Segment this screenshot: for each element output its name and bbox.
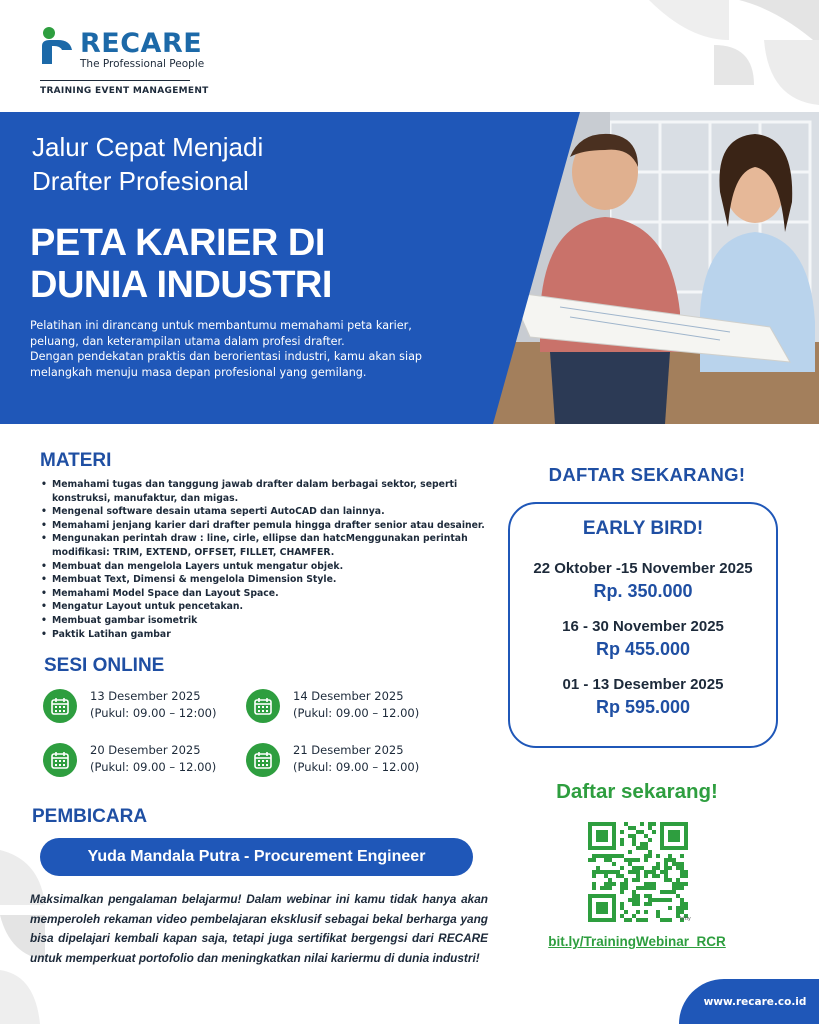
- price-tier: [510, 618, 776, 660]
- materi-item: • Membuat Text, Dimensi & mengelola Dimension Style.: [40, 573, 500, 587]
- pembicara-heading: PEMBICARA: [32, 806, 148, 827]
- register-cta-heading: Daftar sekarang!: [556, 780, 718, 803]
- decorative-shapes-top-right: [619, 0, 819, 110]
- price-tier: [510, 560, 776, 602]
- pricing-box: [508, 502, 778, 748]
- session-item: [43, 743, 243, 779]
- session-date: 13 Desember 2025: [90, 689, 201, 703]
- hero-description-paragraph-2: Dengan pendekatan praktis dan berorientasi industri, kamu akan siap melangkah menuju masa depan profesional yang gemilang.: [30, 350, 423, 379]
- materi-item: • Mengenal software desain utama seperti AutoCAD dan lainnya.: [40, 505, 500, 519]
- recare-logo-icon: [40, 26, 74, 66]
- materi-item: • Memahami Model Space dan Layout Space.: [40, 587, 500, 601]
- hero-title-line-1: PETA KARIER DI: [30, 222, 325, 264]
- materi-item: • Memahami jenjang karier dari drafter pemula hingga drafter senior atau desainer.: [40, 519, 500, 533]
- registration-link[interactable]: bit.ly/TrainingWebinar_RCR: [548, 934, 726, 949]
- brand-tagline: The Professional People: [80, 58, 205, 70]
- price-tier-period: 01 - 13 Desember 2025: [562, 676, 724, 693]
- register-heading: DAFTAR SEKARANG!: [548, 464, 746, 485]
- price-tier-amount: Rp. 350.000: [593, 581, 693, 601]
- price-tier-amount: Rp 455.000: [595, 639, 691, 659]
- session-time: (Pukul: 09.00 – 12:00): [90, 706, 217, 720]
- qr-label: bitly: [680, 916, 691, 922]
- hero-subtitle-line-1: Jalur Cepat Menjadi: [32, 132, 264, 162]
- calendar-icon: [246, 743, 280, 777]
- brand-logo: [40, 24, 209, 96]
- calendar-icon: [246, 689, 280, 723]
- materi-item: • Mengatur Layout untuk pencetakan.: [40, 600, 500, 614]
- calendar-icon: [43, 743, 77, 777]
- sesi-online-heading: SESI ONLINE: [44, 655, 165, 676]
- price-tier-period: 16 - 30 November 2025: [562, 618, 724, 635]
- price-tier-period: 22 Oktober -15 November 2025: [533, 560, 753, 577]
- hero-subtitle: [32, 130, 452, 198]
- session-time: (Pukul: 09.00 – 12.00): [90, 760, 217, 774]
- session-date: 20 Desember 2025: [90, 743, 201, 757]
- brand-name: RECARE: [80, 28, 203, 59]
- session-time: (Pukul: 09.00 – 12.00): [293, 706, 420, 720]
- materi-item: • Membuat gambar isometrik: [40, 614, 500, 628]
- hero-description-paragraph-1: Pelatihan ini dirancang untuk membantumu memahami peta karier, peluang, dan keterampilan utama dalam profesi drafter.: [30, 319, 412, 348]
- materi-item: • Mengunakan perintah draw : line, cirle, ellipse dan hatcMenggunakan perintah modifikasi: TRIM, EXTEND, OFFSET, FILLET, CHAMFER.: [40, 532, 500, 559]
- hero-description: [30, 318, 460, 380]
- materi-heading: MATERI: [40, 450, 112, 471]
- footer-website-link[interactable]: www.recare.co.id: [703, 996, 807, 1008]
- hero-subtitle-line-2: Drafter Profesional: [32, 166, 249, 196]
- brand-subtitle: TRAINING EVENT MANAGEMENT: [40, 86, 209, 96]
- registration-qr-code[interactable]: [588, 822, 691, 922]
- materi-item: • Membuat dan mengelola Layers untuk mengatur objek.: [40, 560, 500, 574]
- logo-divider: [40, 80, 190, 81]
- session-date: 21 Desember 2025: [293, 743, 404, 757]
- session-item: [246, 743, 446, 779]
- session-date: 14 Desember 2025: [293, 689, 404, 703]
- price-tier-amount: Rp 595.000: [595, 697, 691, 717]
- calendar-icon: [43, 689, 77, 723]
- hero-title: [30, 222, 490, 306]
- session-item: [43, 689, 243, 725]
- early-bird-title: EARLY BIRD!: [582, 518, 704, 539]
- session-time: (Pukul: 09.00 – 12.00): [293, 760, 420, 774]
- materi-list: [40, 478, 500, 641]
- closing-paragraph: Maksimalkan pengalaman belajarmu! Dalam webinar ini kamu tidak hanya akan memperoleh rekaman video pembelajaran eksklusif sebagai bekal berharga yang bisa dipelajari kembali kapan saja, tetapi juga sertifikat bergengsi dari RECARE untuk memperkuat portofolio dan meningkatkan nilai kariermu di dunia industri!: [30, 892, 488, 965]
- materi-item: • Paktik Latihan gambar: [40, 628, 500, 642]
- session-item: [246, 689, 446, 725]
- hero-title-line-2: DUNIA INDUSTRI: [30, 264, 332, 306]
- price-tier: [510, 676, 776, 718]
- speaker-name-badge: Yuda Mandala Putra - Procurement Engineer: [40, 838, 473, 876]
- materi-item: • Memahami tugas dan tanggung jawab drafter dalam berbagai sektor, seperti konstruksi, manufaktur, dan migas.: [40, 478, 500, 505]
